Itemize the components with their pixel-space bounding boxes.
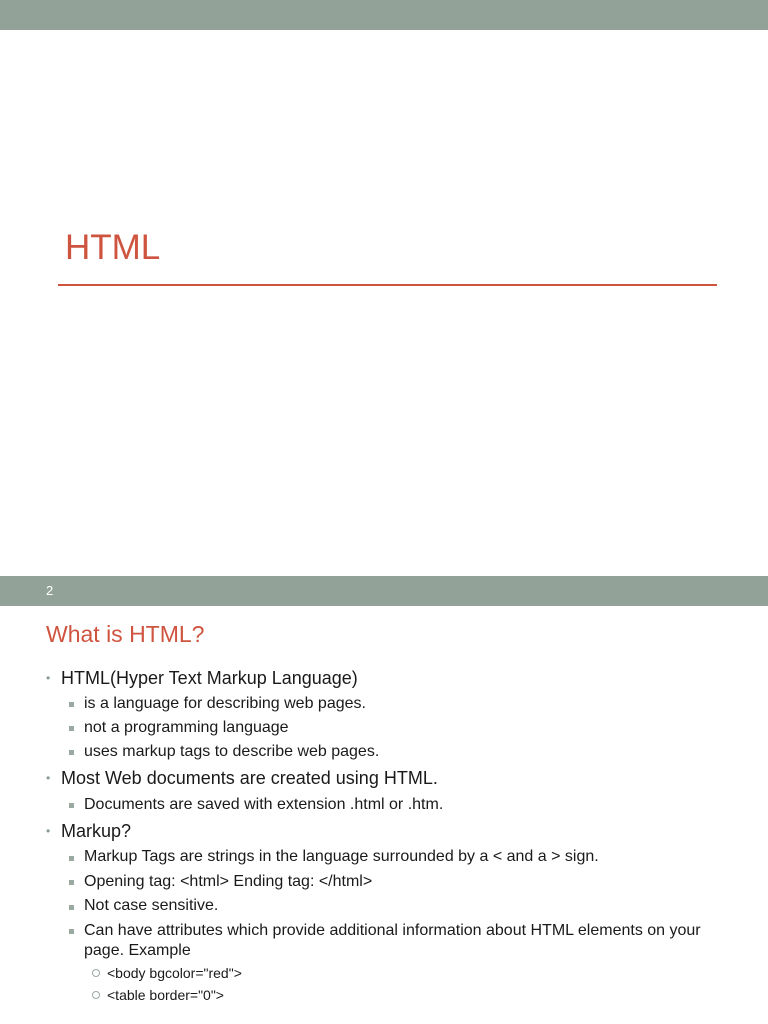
- bullet-item: Markup?: [61, 821, 132, 841]
- square-bullet-icon: [69, 726, 74, 731]
- sub-bullet-item: not a programming language: [84, 719, 289, 736]
- sub-bullet-item: Can have attributes which provide additional information about HTML elements on your page. Example: [84, 922, 701, 959]
- square-bullet-icon: [69, 856, 74, 861]
- square-bullet-icon: [69, 905, 74, 910]
- sub-bullet-item: Not case sensitive.: [84, 897, 219, 914]
- sub-bullet-item: Markup Tags are strings in the language surrounded by a < and a > sign.: [84, 848, 599, 865]
- title-underline: [58, 284, 717, 286]
- sub-bullet-item: uses markup tags to describe web pages.: [84, 743, 380, 760]
- square-bullet-icon: [69, 929, 74, 934]
- sub-bullet-item: Documents are saved with extension .html or .htm.: [84, 796, 444, 813]
- slide-header-bar: [0, 576, 768, 606]
- top-header-bar: [0, 0, 768, 30]
- slide-title: HTML: [65, 228, 161, 267]
- bullet-item: Most Web documents are created using HTML.: [61, 768, 438, 788]
- square-bullet-icon: [69, 750, 74, 755]
- sub-sub-bullet-item: <table border="0">: [107, 987, 224, 1003]
- slide-number: 2: [46, 583, 54, 598]
- circle-bullet-icon: [92, 991, 100, 999]
- square-bullet-icon: [69, 702, 74, 707]
- circle-bullet-icon: [92, 969, 100, 977]
- bullet-item: HTML(Hyper Text Markup Language): [61, 668, 358, 688]
- square-bullet-icon: [69, 803, 74, 808]
- bullet-dot-icon: •: [46, 671, 51, 685]
- bullet-dot-icon: •: [46, 771, 51, 785]
- slide-heading: What is HTML?: [46, 621, 205, 647]
- sub-sub-bullet-item: <body bgcolor="red">: [107, 965, 242, 981]
- sub-bullet-item: Opening tag: <html> Ending tag: </html>: [84, 873, 373, 890]
- sub-bullet-item: is a language for describing web pages.: [84, 695, 366, 712]
- square-bullet-icon: [69, 880, 74, 885]
- bullet-dot-icon: •: [46, 824, 51, 838]
